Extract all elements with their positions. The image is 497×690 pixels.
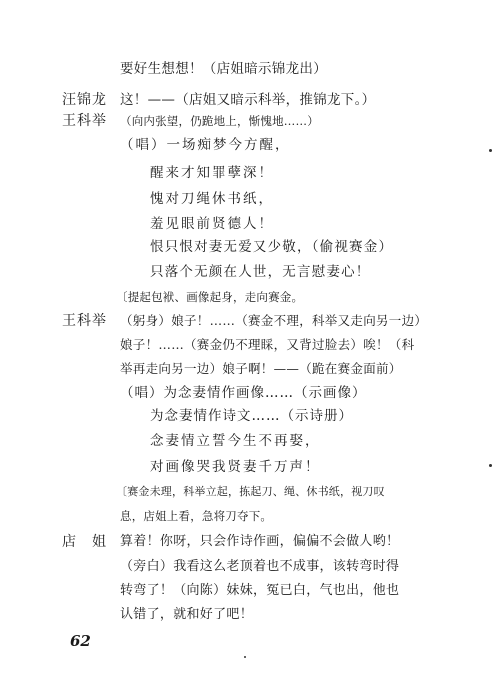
stage-direction: 〔赛金未理，科举立起，拣起刀、绳、休书纸，视刀叹 <box>116 485 385 498</box>
scan-speck <box>244 656 246 658</box>
verse-line: 羞见眼前贤德人！ <box>150 216 274 232</box>
speaker-name: 汪锦龙 <box>62 92 107 108</box>
dialogue-line: （躬身）娘子！……（赛金不理，科举又走向另一边） <box>120 313 428 328</box>
speaker-name: 王科举 <box>62 313 107 329</box>
dialogue-line: 举再走向另一边）娘子啊！——（跪在赛金面前） <box>120 361 402 376</box>
dialogue-line: 算着！你呀，只会作诗作画，偏偏不会做人哟！ <box>120 534 400 549</box>
dialogue-line: 认错了，就和好了吧！ <box>120 607 254 622</box>
speaker-name: 王科举 <box>62 113 107 129</box>
verse-line: 恨只恨对妻无爱又少敬，（偷视赛金） <box>150 239 394 255</box>
verse-line: 念妻情立誓今生不再娶， <box>150 433 321 449</box>
dialogue-line: 娘子！……（赛金仍不理睬，又背过脸去）唉！（科 <box>120 337 415 352</box>
stage-direction: （向内张望，仍跪地上，惭愧地……） <box>120 114 319 128</box>
scan-speck <box>489 464 492 467</box>
dialogue-line: （旁白）我看这么老顶着也不成事，该转弯时得 <box>120 559 400 574</box>
stage-direction: 息，店姐上看，急将刀夺下。 <box>120 509 273 523</box>
dialogue-line: 要好生想想！（店姐暗示锦龙出） <box>120 61 327 77</box>
dialogue-line: 转弯了！（向陈）妹妹，冤已白，气也出，他也 <box>120 583 400 598</box>
verse-line: 为念妻情作诗文……（示诗册） <box>150 408 353 424</box>
scan-speck <box>489 149 492 152</box>
verse-line: （唱）一场痴梦今方醒， <box>120 137 291 153</box>
verse-line: （唱）为念妻情作画像……（示画像） <box>120 385 367 401</box>
page-number: 62 <box>70 632 91 650</box>
speaker-name: 店 姐 <box>62 534 107 550</box>
verse-line: 只落个无颜在人世，无言慰妻心！ <box>150 264 371 280</box>
verse-line: 对画像哭我贤妻千万声！ <box>150 459 321 475</box>
verse-line: 醒来才知罪孽深！ <box>150 165 274 181</box>
verse-line: 愧对刀绳休书纸， <box>150 191 274 207</box>
dialogue-line: 这！——（店姐又暗示科举，推锦龙下。） <box>120 92 376 108</box>
stage-direction: 〔提起包袱、画像起身，走向赛金。 <box>116 290 304 304</box>
